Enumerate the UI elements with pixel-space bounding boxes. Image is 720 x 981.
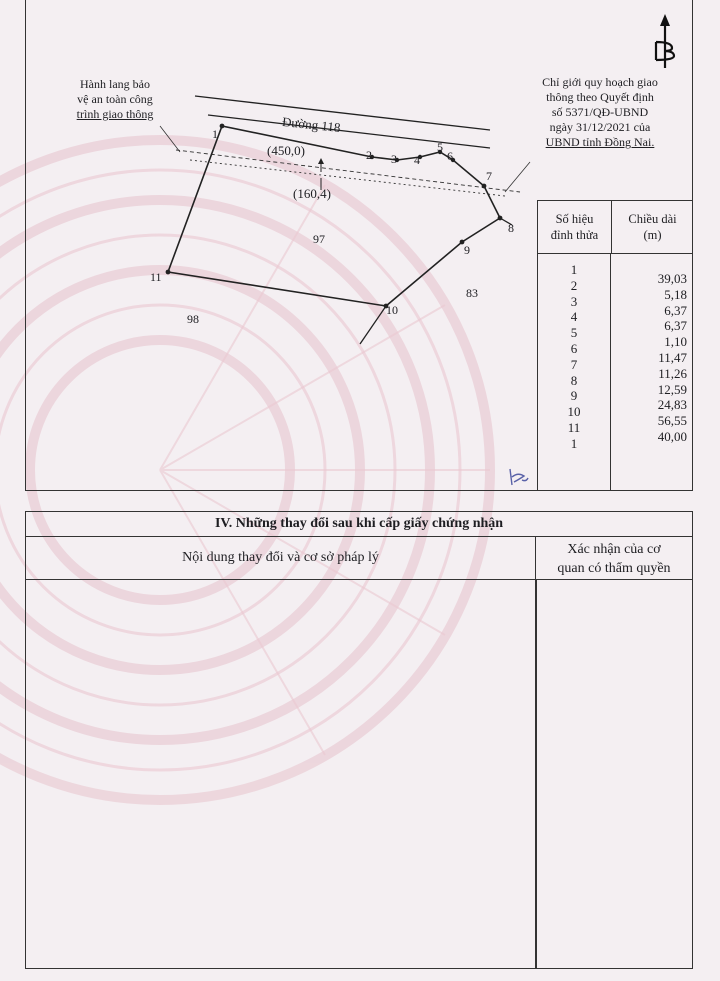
north-arrow-icon [650,12,684,72]
vertex-cell: 10 [567,404,581,420]
vertex-label: 4 [414,153,420,167]
vertex-cell: 3 [570,293,578,309]
length-cell: 24,83 [657,397,687,413]
length-cell: 40,00 [657,428,687,444]
content-cell[interactable] [26,580,535,968]
confirm-cell[interactable] [537,580,692,968]
length-column-header: Chiều dài (m) [628,212,677,242]
coordinate-top: (450,0) [267,143,305,158]
length-cell: 6,37 [664,318,687,334]
road-name: Đường 118 [281,113,342,136]
vertex-cell: 1 [570,262,578,277]
length-cell: 11,47 [658,349,687,365]
vertex-label: 6 [447,149,453,163]
vertex-cell: 7 [570,356,578,372]
edge-length-table [537,200,693,491]
vertex-cell: 6 [570,340,578,356]
corridor-annotation: Hành lang bảo vệ an toàn công trình giao thông [76,77,154,121]
neighbor-boundary [360,306,386,344]
length-cell: 6,37 [664,302,687,318]
vertex-cell: 1 [570,435,578,451]
vertex-cell: 8 [570,372,578,388]
vertex-cell: 5 [570,325,578,341]
section-title: IV. Những thay đổi sau khi cấp giấy chứng nhận [26,512,692,537]
length-cell: 39,03 [657,271,687,286]
vertex-label: 7 [486,169,492,183]
vertex-label: 3 [391,152,397,166]
corridor-line [176,150,520,192]
content-column-header: Nội dung thay đổi và cơ sở pháp lý [26,537,536,579]
vertex-cell: 2 [570,277,578,293]
vertex-cell: 4 [570,309,578,325]
vertex-label: 11 [150,270,162,284]
length-cell: 12,59 [657,381,687,397]
length-cell: 5,18 [664,286,687,302]
vertex-label: 8 [508,221,514,235]
parcel-number-main: 97 [313,232,325,246]
length-cell: 1,10 [664,334,687,350]
planning-annotation: Chỉ giới quy hoạch giao thông theo Quyết định số 5371/QĐ-UBND ngày 31/12/2021 của UBND tỉnh Đồng Nai. [542,75,658,149]
length-cell: 56,55 [657,413,687,429]
planning-leader [505,162,530,192]
vertex-cell: 9 [570,388,578,404]
road-edge-top [195,96,490,130]
length-cell: 11,26 [658,365,687,381]
vertex-label: 5 [437,140,443,154]
length-column [611,254,693,491]
changes-section [25,511,693,969]
parcel-number-left: 98 [187,312,199,326]
vertex-column [538,254,611,491]
vertex-label: 9 [464,243,470,257]
vertex-cell: 11 [567,419,581,435]
corridor-leader [160,126,180,152]
coordinate-bottom: (160,4) [293,186,331,201]
vertex-column-header: Số hiệu đỉnh thửa [538,201,612,253]
confirm-column-header: Xác nhận của cơ quan có thẩm quyền [557,542,671,576]
vertex-label: 2 [366,148,372,162]
vertex-label: 10 [386,303,398,317]
vertex-label: 1 [212,127,218,141]
parcel-number-right: 83 [466,286,478,300]
planning-line [190,160,505,196]
initial-mark [506,466,530,488]
